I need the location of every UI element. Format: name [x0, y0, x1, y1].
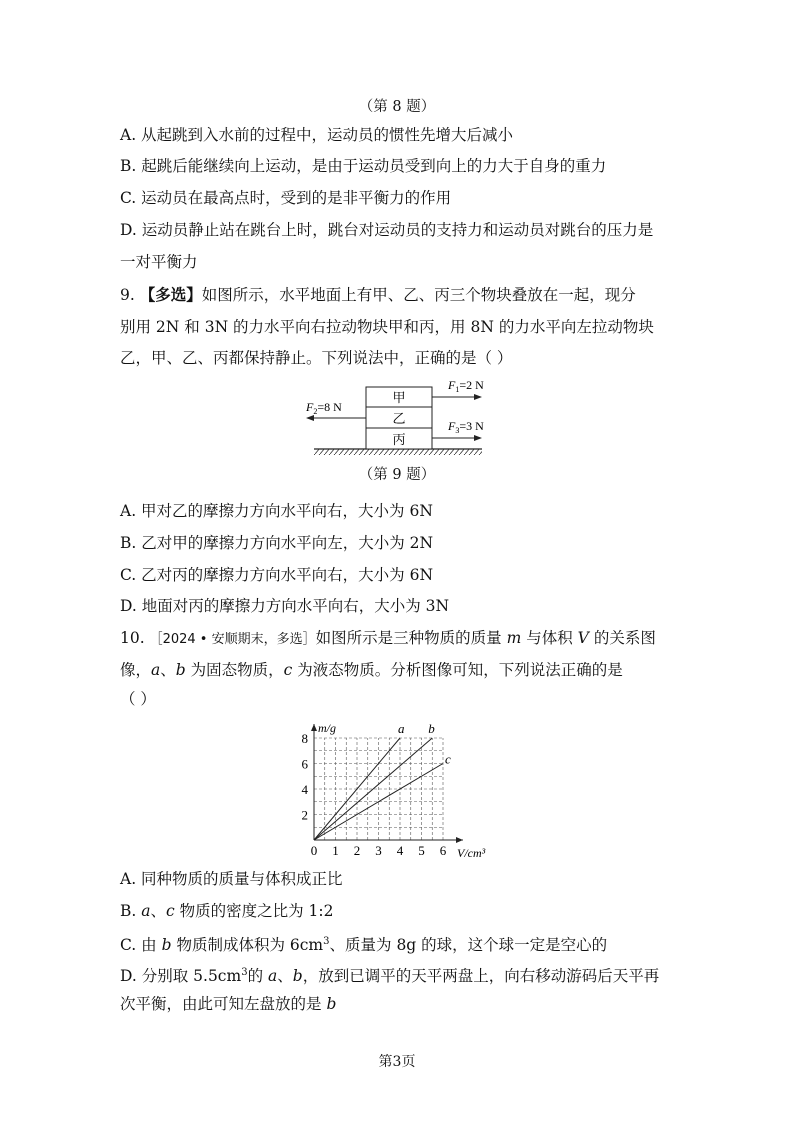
- q10-stem-line3: （ ）: [120, 690, 156, 708]
- q10-var-a: a: [151, 661, 161, 679]
- q10-od-sep: 、: [277, 967, 293, 986]
- q10-ob-c: c: [166, 902, 175, 920]
- q10-od-b: b: [292, 967, 303, 986]
- q10-oc-sup: 3: [323, 936, 330, 947]
- q10-od-pre: D. 分别取 5.5cm: [120, 967, 242, 986]
- q10-od-post: ，放到已调平的天平两盘上，向右移动游码后天平再: [302, 967, 660, 986]
- q10-oc-pre: C. 由: [120, 936, 162, 955]
- x-tick-label: 5: [418, 843, 425, 858]
- page-number: 第3页: [378, 1054, 416, 1070]
- y-tick-label: 8: [301, 731, 308, 746]
- q10-stem-line1: [120, 628, 656, 650]
- q10-stem2-c: 为固态物质，: [190, 661, 284, 679]
- q10-option-d: [120, 963, 659, 986]
- q10-var-v: V: [577, 629, 589, 647]
- q10-od2-b: b: [326, 995, 337, 1013]
- q10-ob-post: 物质的密度之比为 1:2: [174, 902, 334, 920]
- series-label-a: a: [398, 721, 405, 736]
- series-label-c: c: [445, 751, 451, 767]
- x-tick-label: 4: [396, 843, 404, 858]
- f1-arrowhead: [474, 394, 482, 400]
- x-axis-label: V/cm³: [457, 846, 486, 860]
- q9-option-b: B. 乙对甲的摩擦力方向水平向左，大小为 2N: [120, 534, 434, 552]
- q10-stem-a: 如图所示是三种物质的质量: [315, 629, 502, 647]
- q9-stem-line3: 乙，甲、乙、丙都保持静止。下列说法中，正确的是（ ）: [120, 349, 513, 367]
- f1-label: $F_1=2$ N: [448, 378, 484, 394]
- q10-number: 10.: [120, 629, 145, 647]
- q9-stem-text: 如图所示，水平地面上有甲、乙、丙三个物块叠放在一起，现分: [201, 286, 636, 304]
- q10-od-mid: 的: [247, 967, 268, 986]
- x-tick-label: 1: [332, 843, 339, 858]
- q9-stem-line2: 别用 2N 和 3N 的力水平向右拉动物块甲和丙，用 8N 的力水平向左拉动物块: [120, 318, 654, 336]
- block-jia-label: 甲: [392, 390, 406, 405]
- q10-od-sup: 3: [241, 967, 248, 978]
- q10-oc-b: b: [161, 936, 172, 955]
- q10-option-d-cont: [120, 994, 336, 1014]
- q8-option-c: C. 运动员在最高点时，受到的是非平衡力的作用: [120, 189, 452, 207]
- q9-stem-line1: [120, 285, 636, 305]
- q10-stem2-a: 像，: [120, 661, 152, 679]
- q10-ob-pre: B.: [120, 902, 142, 920]
- q10-var-m: m: [506, 629, 522, 647]
- q9-force-diagram: [300, 370, 500, 458]
- f3-label: $F_3=3$ N: [448, 419, 484, 435]
- block-bing-label: 丙: [392, 432, 406, 447]
- f2-label: $F_2=8$ N: [306, 400, 342, 416]
- x-tick-label: 0: [310, 843, 318, 858]
- x-tick-label: 2: [353, 843, 361, 858]
- q9-number: 9.: [120, 286, 135, 304]
- f3-arrowhead: [474, 435, 482, 441]
- q10-option-b: [120, 901, 334, 921]
- q9-option-d: D. 地面对丙的摩擦力方向水平向右，大小为 3N: [120, 597, 450, 615]
- q9-option-c: C. 乙对丙的摩擦力方向水平向右，大小为 6N: [120, 566, 434, 584]
- q10-stem2-d: 为液态物质。分析图像可知，下列说法正确的是: [297, 661, 623, 679]
- q10-ob-mid: 、: [150, 902, 167, 920]
- q10-od-a: a: [268, 967, 278, 986]
- block-yi-label: 乙: [392, 411, 406, 426]
- q9-option-a: A. 甲对乙的摩擦力方向水平向右，大小为 6N: [120, 502, 433, 520]
- q10-option-a: A. 同种物质的质量与体积成正比: [120, 870, 343, 888]
- q10-var-c: c: [283, 661, 293, 679]
- x-tick-label: 6: [439, 843, 447, 858]
- x-tick-label: 3: [375, 843, 382, 858]
- q8-option-a: A. 从起跳到入水前的过程中，运动员的惯性先增大后减小: [120, 126, 514, 144]
- ground-hatch: [314, 449, 482, 455]
- q10-stem-c: 的关系图: [593, 629, 656, 647]
- q8-option-d-cont: 一对平衡力: [120, 253, 198, 271]
- q10-stem2-b: 、: [160, 661, 176, 679]
- q8-option-d: D. 运动员静止站在跳台上时，跳台对运动员的支持力和运动员对跳台的压力是: [120, 221, 654, 239]
- q10-mass-volume-chart: [290, 716, 505, 864]
- q10-stem-b: 与体积: [526, 629, 573, 647]
- q10-tag: ［2024 • 安顺期末，多选］: [149, 632, 316, 647]
- y-tick-label: 4: [301, 782, 308, 797]
- q10-option-c: [120, 932, 607, 955]
- q8-caption: （第 8 题）: [358, 99, 436, 115]
- q10-oc-post: 、质量为 8g 的球，这个球一定是空心的: [329, 936, 608, 955]
- q9-tag: 【多选】: [139, 285, 202, 304]
- y-tick-label: 6: [301, 756, 308, 772]
- q10-oc-mid: 物质制成体积为 6cm: [171, 936, 324, 955]
- series-label-b: b: [428, 721, 435, 736]
- q8-option-b: B. 起跳后能继续向上运动，是由于运动员受到向上的力大于自身的重力: [120, 157, 607, 175]
- q10-ob-a: a: [141, 902, 151, 920]
- y-tick-label: 2: [301, 807, 308, 823]
- q10-stem-line2: [120, 660, 623, 680]
- q10-od2-pre: 次平衡，由此可知左盘放的是: [120, 995, 327, 1013]
- q9-caption: （第 9 题）: [358, 467, 436, 483]
- q10-var-b: b: [175, 661, 186, 679]
- y-axis-label: m/g: [318, 721, 336, 735]
